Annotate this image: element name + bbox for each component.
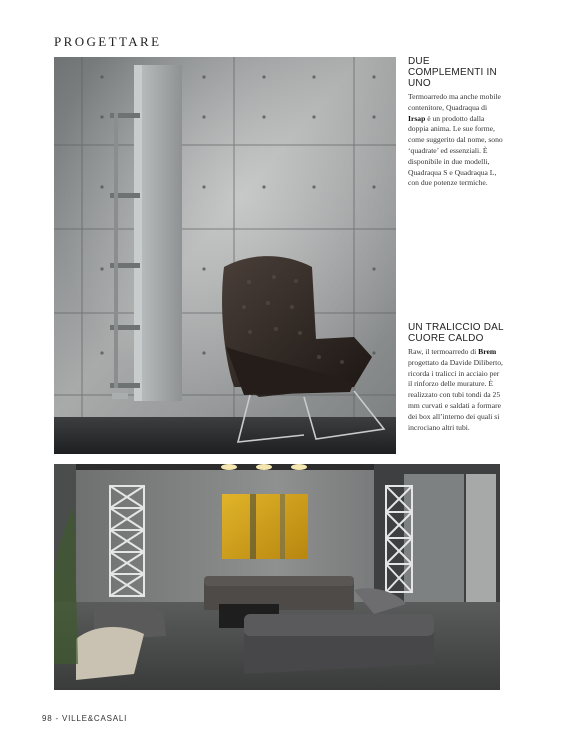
section-title: PROGETTARE — [54, 34, 162, 49]
page-footer: 98 - VILLE&CASALI — [42, 714, 128, 723]
brand-name: Brem — [478, 347, 497, 356]
caption-title: DUE COMPLEMENTI IN UNO — [408, 56, 497, 89]
caption-irsap — [408, 56, 504, 189]
caption-text: Termoarredo ma anche mobile contenitore, Quadraqua di Irsap è un prodotto dalla doppia anima. Le sue forme, come suggerito dal nome, sono ‘quadrate’ ed essenziali. È disponibile in due modelli, Quadraqua S e Quadraqua L, con due potenze termiche. — [408, 92, 503, 188]
living-room-photo — [54, 464, 500, 690]
caption-text: Raw, il termoarredo di Brem progettato da Davide Diliberto, ricorda i tralicci in acciaio per il rinforzo delle murature. È realizzato con tubi tondi da 25 mm curvati e saldati a formare dei box all’interno dei quali si incrociano altri tubi. — [408, 347, 503, 432]
radiator-armchair-photo — [54, 57, 396, 454]
brand-name: Irsap — [408, 113, 426, 123]
caption-brem — [408, 322, 504, 433]
caption-title: UN TRALICCIO DAL CUORE CALDO — [408, 322, 504, 344]
